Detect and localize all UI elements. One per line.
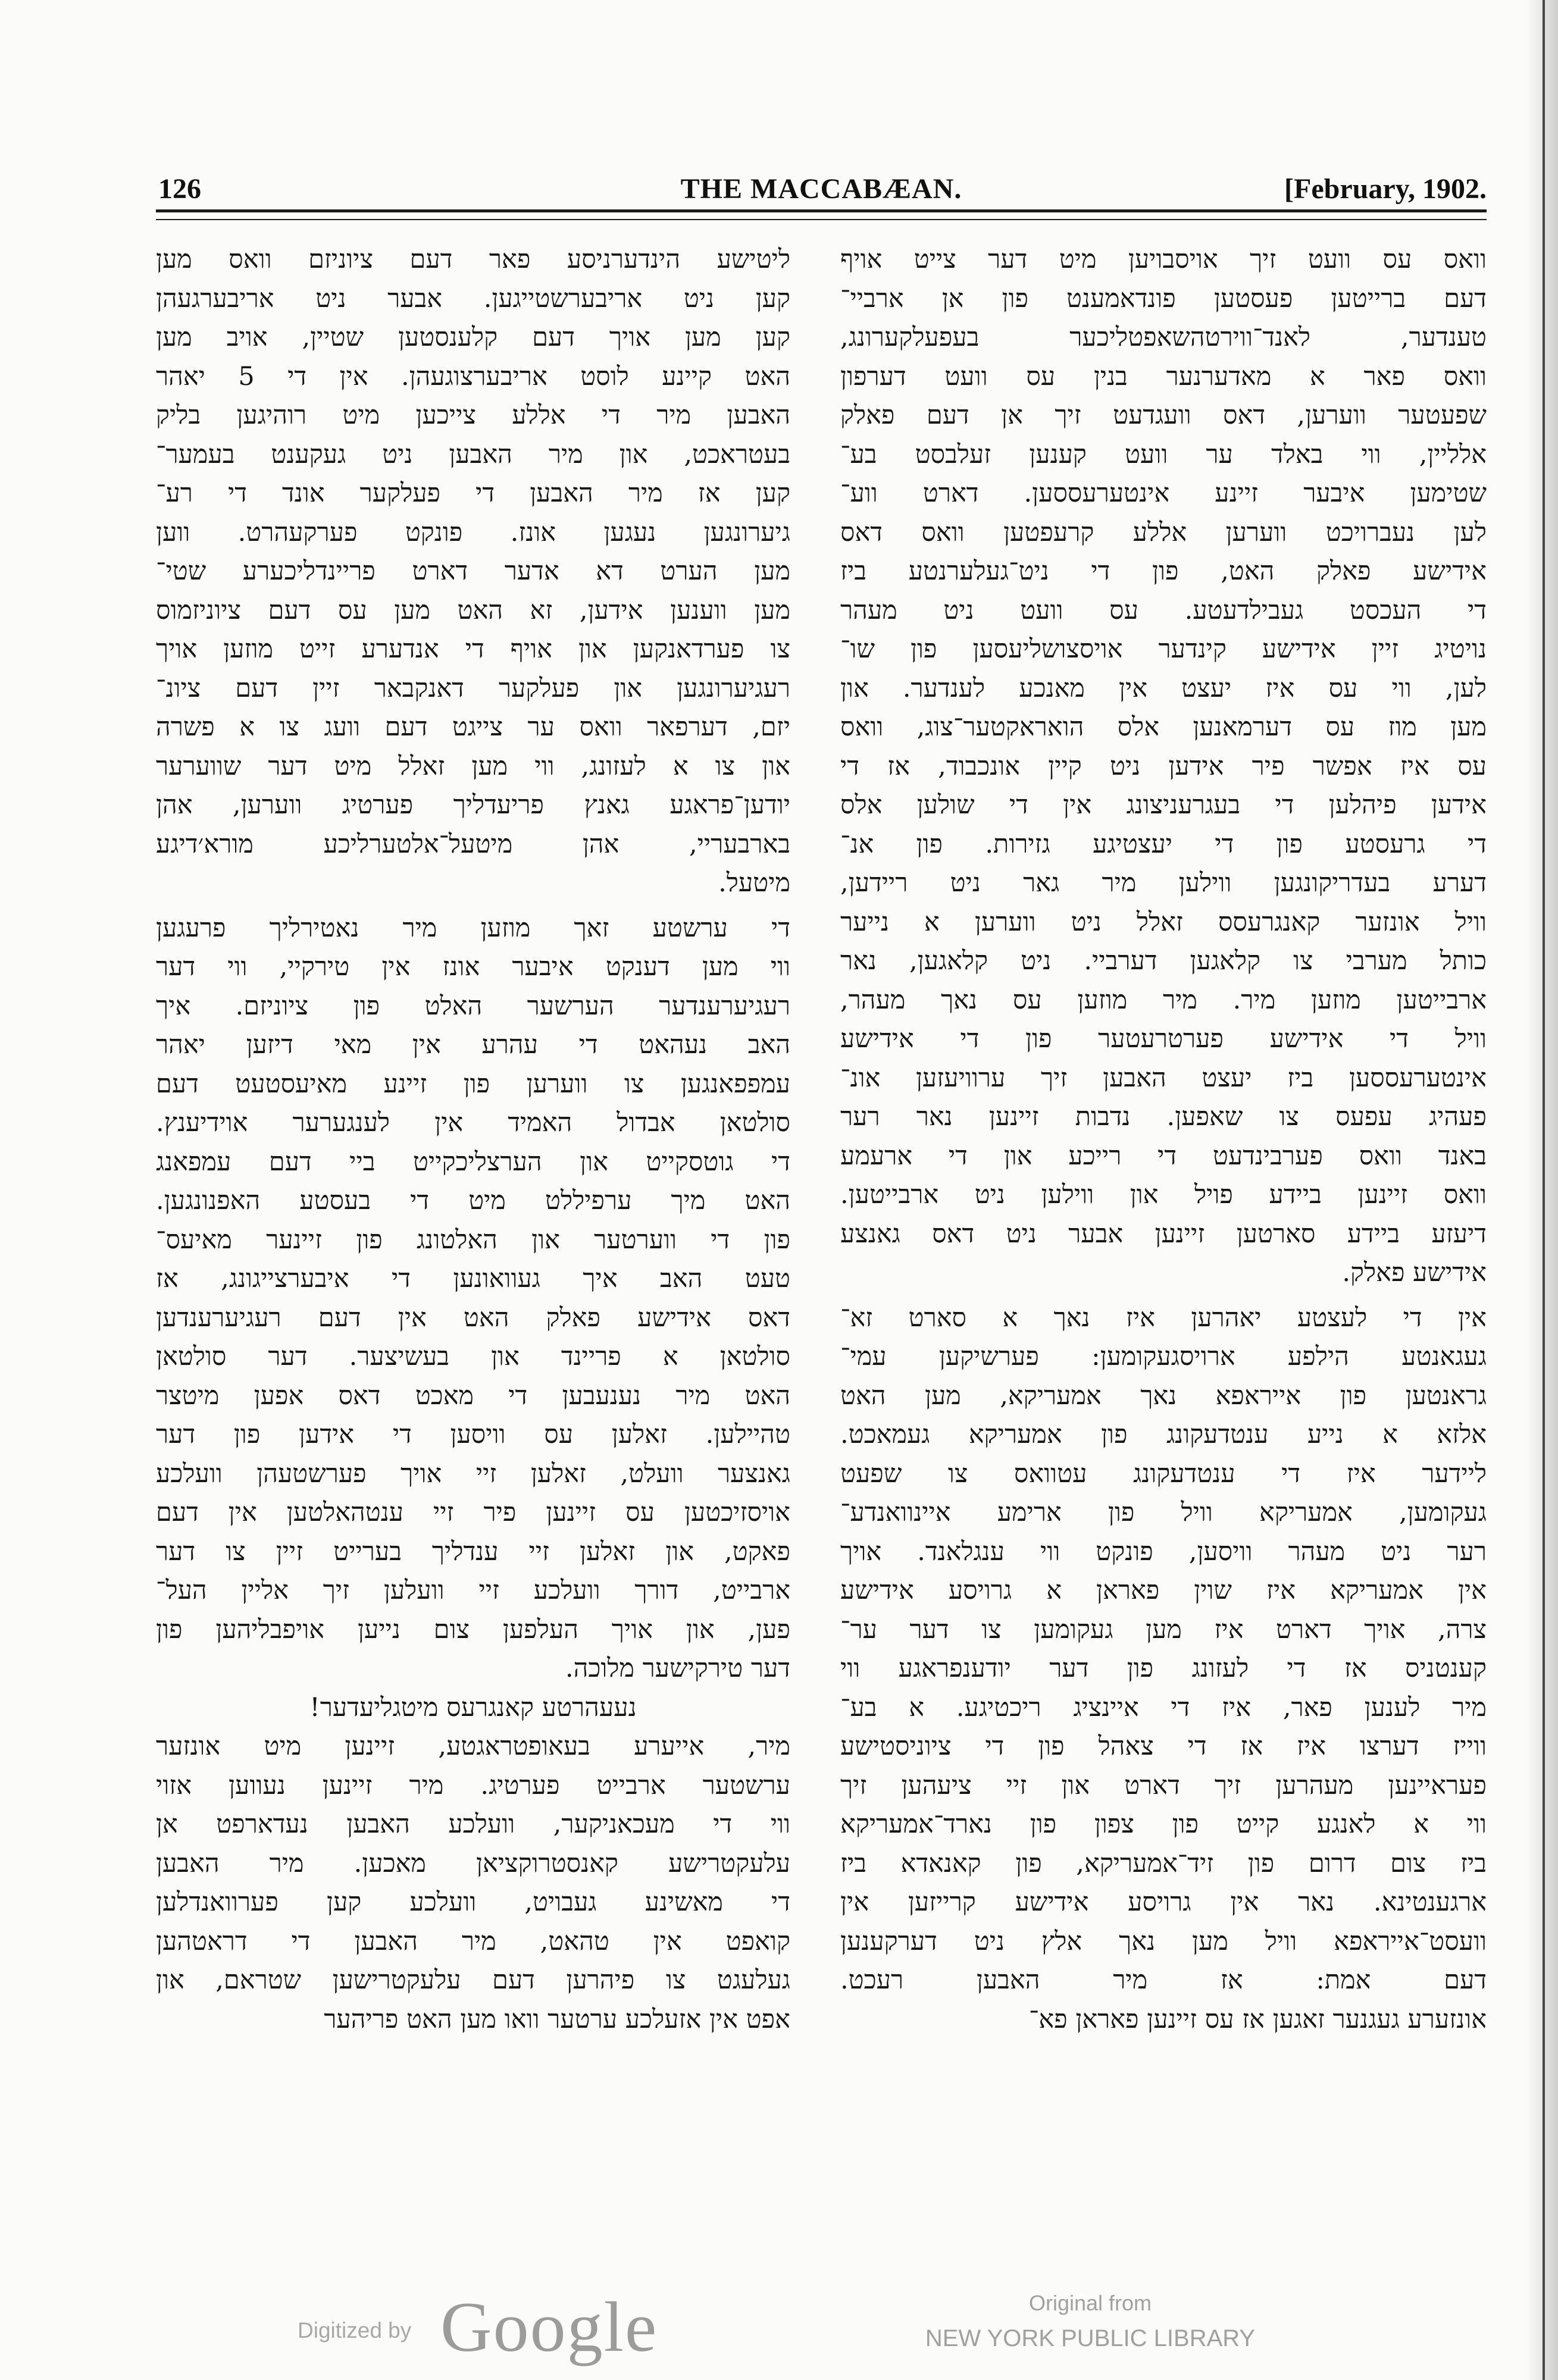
text-line: פון די ווערטער און האלטונג פון זיינער מאיעס־	[156, 1225, 790, 1255]
text-line: דאס אידישע פאלק האט אין דעם רעגיערענדען	[156, 1302, 790, 1333]
text-line: וויל די אידישע פערטרעטער פון די אידישע	[840, 1024, 1487, 1054]
text-line: ביז צום דרום פון זיד־אמעריקא, פון קאנאדא ביז	[840, 1848, 1487, 1878]
text-line: וואס עס וועט זיך אויסבויען מיט דער צייט אויף	[840, 245, 1487, 274]
header-rule-thin	[156, 219, 1487, 220]
text-line: אונזערע געגנער זאגען אז עס זיינען פאראן פא־	[1028, 2004, 1487, 2034]
text-line: וואס זיינען ביידע פויל און ווילען ניט ארבייטען.	[840, 1180, 1487, 1210]
text-line: קען מען אויך דעם קלענסטען שטיין, אויב מען	[156, 322, 790, 352]
right-text-column	[840, 240, 1487, 2222]
page-edge-line	[1543, 0, 1545, 2380]
page-edge-shadow	[1526, 0, 1558, 2380]
text-line: גאנצער וועלט, זאלען זיי אויך פערשטעהן וועלכע	[156, 1458, 790, 1489]
text-line: רעגיערענדער הערשער האלט פון ציוניזם. איך	[156, 991, 790, 1021]
text-line: נעעהרטע קאנגרעס מיטגליעדער!	[309, 1692, 637, 1723]
text-line: פאקט, און זאלען זיי ענדליך בערייט זיין צו דער	[156, 1536, 790, 1567]
text-line: עמפפאנגען צו ווערען פון זיינע מאיעסטעט דעם	[156, 1069, 790, 1099]
text-line: אין די לעצטע יאהרען איז נאך א סארט זא־	[840, 1302, 1487, 1333]
text-line: אין אמעריקא איז שוין פאראן א גרויסע אידישע	[840, 1576, 1487, 1605]
text-line: דעם ברייטען פעסטען פונדאמענט פון אן ארביי־	[840, 283, 1487, 314]
text-line: מען הערט דא אדער דארט פריינדליכערע שטי־	[156, 556, 790, 586]
text-line: באנד וואס פערבינדעט די רייכע און די ארעמע	[840, 1141, 1487, 1171]
text-line: יזם, דערפאר וואס ער צייגט דעם וועג צו א פשרה	[156, 712, 790, 742]
text-line: מען מוז עס דערמאנען אלס הואראקטער־צוג, וואס	[840, 712, 1487, 742]
text-line: צו פערדאנקען און אויף די אנדערע זייט מוזען אויך	[156, 634, 790, 664]
text-line: לען נעברויכט ווערען אללע קרעפטען וואס דאס	[840, 517, 1487, 547]
text-line: טענדער, לאנד־ווירטהשאפטליכער בעפעלקערונג,	[840, 322, 1487, 352]
text-line: ווייז דערצו איז אז די צאהל פון די ציוניסטישע	[840, 1731, 1487, 1761]
text-line: די העכסט געבילדעטע. עס וועט ניט מעהר	[840, 595, 1487, 625]
text-line: טהיילען. זאלען עס וויסען די אידען פון דער	[156, 1420, 790, 1449]
text-line: ארגענטינא. נאר אין גרויסע אידישע קרייזען אין	[840, 1887, 1487, 1917]
text-line: סולטאן א פריינד און בעשיצער. דער סולטאן	[156, 1342, 790, 1371]
text-line: פעראיינען מעהרען זיך דארט און זיי ציעהען זיך	[840, 1770, 1487, 1800]
text-line: אלליין, ווי באלד ער וועט קענען זעלבסט בע־	[840, 439, 1487, 469]
text-line: ליידער איז די ענטדעקונג עטוואס צו שפעט	[840, 1458, 1487, 1489]
journal-title: THE MACCABÆAN.	[680, 173, 962, 205]
running-header	[156, 168, 1487, 215]
text-line: בארבעריי, אהן מיטעל־אלטערליכע מורא׳דיגע	[156, 829, 790, 859]
text-line: געגאנטע הילפע ארויסגעקומען: פערשיקען עמי־	[840, 1342, 1487, 1371]
text-line: אידישע פאלק האט, פון די ניט־געלערנטע ביז	[840, 556, 1487, 586]
text-line: אויסזיכטען עס זיינען פיר זיי ענטהאלטען אין דעם	[156, 1498, 790, 1527]
text-line: מיר, אייערע בעאופטראגטע, זיינען מיט אונזער	[156, 1731, 790, 1761]
left-text-column	[156, 240, 790, 2222]
text-line: און צו א לעזונג, ווי מען זאלל מיט דער שווערער	[156, 751, 790, 781]
text-line: עס איז אפשר פיר אידען ניט קיין אונכבוד, אז די	[840, 751, 1487, 781]
text-line: האט מיך ערפיללט מיט די בעסטע האפנונגען.	[156, 1186, 790, 1216]
text-line: ארבייטען מוזען מיר. מיר מוזען עס נאך מעהר,	[840, 985, 1487, 1015]
text-line: שפעטער ווערען, דאס וועגדעט זיך אן דעם פאלק	[840, 400, 1487, 430]
text-line: די מאשינע געבויט, וועלכע קען פערוואנדלען	[156, 1887, 790, 1917]
scan-footer	[0, 2276, 1558, 2380]
text-line: דער טירקישער מלוכה.	[565, 1654, 790, 1683]
text-line: ארבייט, דורך וועלכע זיי וועלען זיך אליין העל־	[156, 1576, 790, 1605]
text-line: וויל אונזער קאנגרעסס זאלל ניט ווערען א נייער	[840, 907, 1487, 937]
text-line: ווי א לאנגע קייט פון צפון פון נארד־אמעריקא	[840, 1809, 1487, 1839]
text-line: אידישע פאלק.	[1342, 1258, 1487, 1288]
text-line: די גוטסקייט און הערצליכקייט ביי דעם עמפאנג	[156, 1147, 790, 1177]
text-line: סולטאן אבדול האמיד אין לענגערער אוידיענץ.	[156, 1108, 790, 1138]
text-line: עלעקטרישע קאנסטרוקציאן מאכען. מיר האבען	[156, 1848, 790, 1878]
text-line: כותל מערבי צו קלאגען דערביי. ניט קלאגען, נאר	[840, 946, 1487, 976]
text-line: אידען פיהלען די בעגרעניצונג אין די שולען אלס	[840, 790, 1487, 820]
text-line: לען, ווי עס איז יעצט אין מאנכע לענדער. און	[840, 673, 1487, 703]
text-line: אינטערעססען ביז יעצט האבען זיך ערוויעזען אונ־	[840, 1063, 1487, 1093]
google-logo: Google	[440, 2287, 658, 2366]
text-line: מען ווענען אידען, זא האט מען עס דעם ציוניזמוס	[156, 595, 790, 625]
text-line: קען ניט אריבערשטייגען. אבער ניט אריבערגעהן	[156, 283, 790, 314]
text-line: מיר לענען פאר, איז די איינציג ריכטיגע. א בע־	[840, 1692, 1487, 1723]
text-line: ווי מען דענקט איבער אונז אין טירקיי, ווי דער	[156, 952, 790, 982]
text-line: ערשטער ארבייט פערטיג. מיר זיינען נעווען אזוי	[156, 1770, 790, 1800]
library-name: NEW YORK PUBLIC LIBRARY	[925, 2325, 1256, 2351]
text-line: רעגיערונגען און פעלקער דאנקבאר זיין דעם ציונ־	[156, 673, 790, 703]
text-line: די ערשטע זאך מוזען מיר נאטירליך פרעגען	[156, 913, 790, 943]
text-line: גראנטען פון אייראפא נאך אמעריקא, מען האט	[840, 1380, 1487, 1411]
text-line: קענטניס אז די לעזונג פון דער יודענפראגע ווי	[840, 1654, 1487, 1683]
text-line: נויטיג זיין אידישע קינדער אויסצושליעסען פון שו־	[840, 634, 1487, 664]
text-line: דערע בעדריקונגען ווילען מיר גאר ניט ריידען,	[840, 868, 1487, 898]
text-line: מיטעל.	[718, 868, 790, 898]
text-line: די גרעסטע פון די יעצטיגע גזירות. פון אנ־	[840, 829, 1487, 859]
text-line: דיעזע ביידע סארטען זיינען אבער ניט דאס גאנצע	[840, 1219, 1487, 1249]
text-line: קען אז מיר האבען די פעלקער אונד די רע־	[156, 478, 790, 508]
text-line: פעהיג עפעס צו שאפען. נדבות זיינען נאר רער	[840, 1102, 1487, 1132]
text-line: אלזא א נייע ענטדעקונג פון אמעריקא געמאכט.	[840, 1420, 1487, 1449]
text-line: האט קיינע לוסט אריבערצוגעהן. אין די 5 יאהר	[156, 361, 790, 392]
text-line: ליטישע הינדערניסע פאר דעם ציוניזם וואס מען	[156, 245, 790, 274]
text-line: ווי די מעכאניקער, וועלכע האבען נעדארפט אן	[156, 1809, 790, 1839]
text-line: וואס פאר א מאדערנער בנין עס וועט דערפון	[840, 361, 1487, 392]
text-line: דעם אמת: אז מיר האבען רעכט.	[840, 1965, 1487, 1995]
paragraph-gap	[156, 903, 790, 909]
text-line: וועסט־אייראפא וויל מען נאך אלץ ניט דערקענען	[840, 1926, 1487, 1956]
header-rule	[156, 209, 1487, 212]
text-line: האב נעהאט די עהרע אין מאי דיזען יאהר	[156, 1030, 790, 1060]
issue-date: [February, 1902.	[1284, 173, 1487, 205]
text-line: גיערונגען נעגען אונז. פונקט פערקעהרט. ווען	[156, 517, 790, 547]
text-line: געלעגט צו פיהרען דעם עלעקטרישען שטראם, און	[156, 1965, 790, 1995]
text-line: האבען מיר די אללע צייכען מיט רוהיגען בליק	[156, 400, 790, 430]
page-number: 126	[158, 173, 201, 205]
text-line: שטימען איבער זיינע אינטערעססען. דארט ווע־	[840, 478, 1487, 508]
text-line: געקומען, אמעריקא וויל פון ארימע איינוואנדע־	[840, 1498, 1487, 1527]
text-line: פען, און אויך העלפען צום נייען אויפבליהען פון	[156, 1614, 790, 1645]
text-line: קואפט אין טהאט, מיר האבען די דראטהען	[156, 1926, 790, 1956]
digitized-by-label: Digitized by	[298, 2318, 412, 2343]
text-line: צרה, אויך דארט איז מען געקומען צו דער ער־	[840, 1614, 1487, 1645]
text-line: רער ניט מעהר וויסען, פונקט ווי ענגלאנד. אויך	[840, 1536, 1487, 1567]
text-line: טעט האב איך געוואונען די איבערצייגונג, אז	[156, 1264, 790, 1294]
text-line: יודען־פראגע גאנץ פריעדליך פערטיג ווערען, אהן	[156, 790, 790, 820]
text-line: האט מיר נענעבען די מאכט דאס אפען מיטצר	[156, 1380, 790, 1411]
text-line: אפט אין אזעלכע ערטער וואו מען האט פריהער	[324, 2004, 790, 2034]
original-from-label: Original from	[1028, 2291, 1152, 2315]
text-line: בעטראכט, און מיר האבען ניט געקענט בעמער־	[156, 439, 790, 469]
paragraph-gap	[840, 1293, 1487, 1299]
